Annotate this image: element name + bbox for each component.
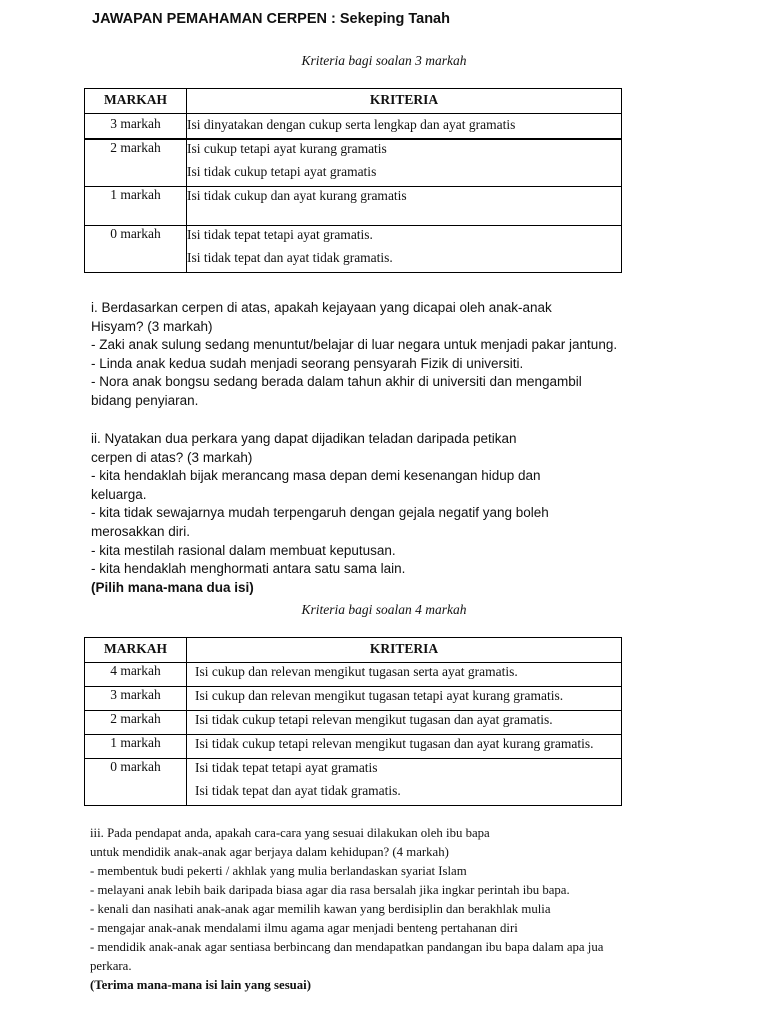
question-1-block (91, 299, 651, 411)
kriteria-line: Isi tidak tepat tetapi ayat gramatis. (187, 227, 373, 242)
question-3-text: iii. Pada pendapat anda, apakah cara-cara yang sesuai dilakukan oleh ibu bapa (90, 826, 490, 840)
table-row (85, 187, 622, 226)
answer-line: bidang penyiaran. (91, 392, 199, 408)
table-row (85, 687, 622, 711)
markah-cell: 2 markah (85, 711, 187, 735)
kriteria-line: Isi tidak cukup tetapi relevan mengikut tugasan dan ayat kurang gramatis. (195, 736, 594, 751)
kriteria-line: Isi tidak cukup tetapi relevan mengikut tugasan dan ayat gramatis. (195, 712, 553, 727)
header-markah: MARKAH (85, 638, 187, 663)
answer-note: (Pilih mana-mana dua isi) (91, 579, 254, 595)
markah-cell: 1 markah (85, 187, 187, 226)
answer-line: - membentuk budi pekerti / akhlak yang mulia berlandaskan syariat Islam (90, 864, 467, 878)
table1-caption: Kriteria bagi soalan 3 markah (301, 53, 467, 68)
answer-line: - kita tidak sewajarnya mudah terpengaruh dengan gejala negatif yang boleh (91, 505, 549, 521)
kriteria-line: Isi tidak cukup dan ayat kurang gramatis (187, 188, 407, 203)
answer-line: - kenali dan nasihati anak-anak agar memilih kawan yang berdisiplin dan berakhlak mulia (90, 902, 551, 916)
table-header-row (85, 89, 622, 114)
question-1-text: i. Berdasarkan cerpen di atas, apakah kejayaan yang dicapai oleh anak-anak (91, 300, 552, 315)
answer-line: - Nora anak bongsu sedang berada dalam tahun akhir di universiti dan mengambil (91, 374, 582, 390)
header-kriteria: KRITERIA (187, 89, 622, 114)
kriteria-line: Isi tidak tepat dan ayat tidak gramatis. (195, 783, 401, 798)
kriteria-line: Isi tidak tepat dan ayat tidak gramatis. (187, 250, 393, 265)
kriteria-line: Isi dinyatakan dengan cukup serta lengkap dan ayat gramatis (187, 117, 516, 132)
document-title: JAWAPAN PEMAHAMAN CERPEN : Sekeping Tanah (92, 11, 450, 27)
question-1-text: Hisyam? (3 markah) (91, 318, 213, 334)
question-2-text: cerpen di atas? (3 markah) (91, 449, 253, 465)
table-row (85, 663, 622, 687)
kriteria-line: Isi cukup dan relevan mengikut tugasan serta ayat gramatis. (195, 664, 518, 679)
kriteria-cell (187, 114, 622, 140)
table-row (85, 735, 622, 759)
table-row (85, 139, 622, 187)
kriteria-cell (187, 226, 622, 273)
answer-note: (Terima mana-mana isi lain yang sesuai) (90, 978, 312, 992)
kriteria-line: Isi cukup tetapi ayat kurang gramatis (187, 141, 387, 156)
answer-line: merosakkan diri. (91, 523, 191, 539)
answer-line: - kita hendaklah bijak merancang masa depan demi kesenangan hidup dan (91, 468, 541, 484)
table-row (85, 114, 622, 140)
markah-cell: 2 markah (85, 139, 187, 187)
kriteria-cell (187, 759, 622, 806)
kriteria-line: Isi tidak cukup tetapi ayat gramatis (187, 164, 377, 179)
markah-cell: 0 markah (85, 759, 187, 806)
kriteria-cell (187, 735, 622, 759)
kriteria-cell (187, 139, 622, 187)
kriteria-line: Isi cukup dan relevan mengikut tugasan tetapi ayat kurang gramatis. (195, 688, 564, 703)
kriteria-cell (187, 663, 622, 687)
kriteria-cell (187, 711, 622, 735)
question-2-text: ii. Nyatakan dua perkara yang dapat dijadikan teladan daripada petikan (91, 431, 517, 446)
answer-line: - Linda anak kedua sudah menjadi seorang pensyarah Fizik di universiti. (91, 355, 524, 371)
answer-line: perkara. (90, 959, 132, 973)
question-3-text: untuk mendidik anak-anak agar berjaya dalam kehidupan? (4 markah) (90, 845, 449, 859)
answer-line: - Zaki anak sulung sedang menuntut/belajar di luar negara untuk menjadi pakar jantung. (91, 337, 618, 353)
table-header-row (85, 638, 622, 663)
markah-cell: 1 markah (85, 735, 187, 759)
header-markah: MARKAH (85, 89, 187, 114)
table-row (85, 759, 622, 806)
answer-line: - kita mestilah rasional dalam membuat keputusan. (91, 542, 396, 558)
answer-line: - melayani anak lebih baik daripada biasa agar dia rasa bersalah jika ingkar perintah ibu bapa. (90, 883, 570, 897)
markah-cell: 3 markah (85, 114, 187, 140)
table-row (85, 711, 622, 735)
header-kriteria: KRITERIA (187, 638, 622, 663)
criteria-table-3-markah (84, 88, 622, 273)
answer-line: - kita hendaklah menghormati antara satu sama lain. (91, 561, 406, 577)
question-2-block (91, 430, 651, 597)
markah-cell: 3 markah (85, 687, 187, 711)
kriteria-cell (187, 187, 622, 226)
markah-cell: 0 markah (85, 226, 187, 273)
answer-line: - mendidik anak-anak agar sentiasa berbincang dan mendapatkan pandangan ibu bapa dalam apa jua (90, 940, 604, 954)
criteria-table-4-markah (84, 637, 622, 806)
kriteria-cell (187, 687, 622, 711)
kriteria-line: Isi tidak tepat tetapi ayat gramatis (195, 760, 378, 775)
answer-line: - mengajar anak-anak mendalami ilmu agama agar menjadi benteng pertahanan diri (90, 921, 518, 935)
markah-cell: 4 markah (85, 663, 187, 687)
table2-caption: Kriteria bagi soalan 4 markah (301, 602, 467, 617)
question-3-block (90, 824, 670, 995)
answer-line: keluarga. (91, 486, 147, 502)
table-row (85, 226, 622, 273)
